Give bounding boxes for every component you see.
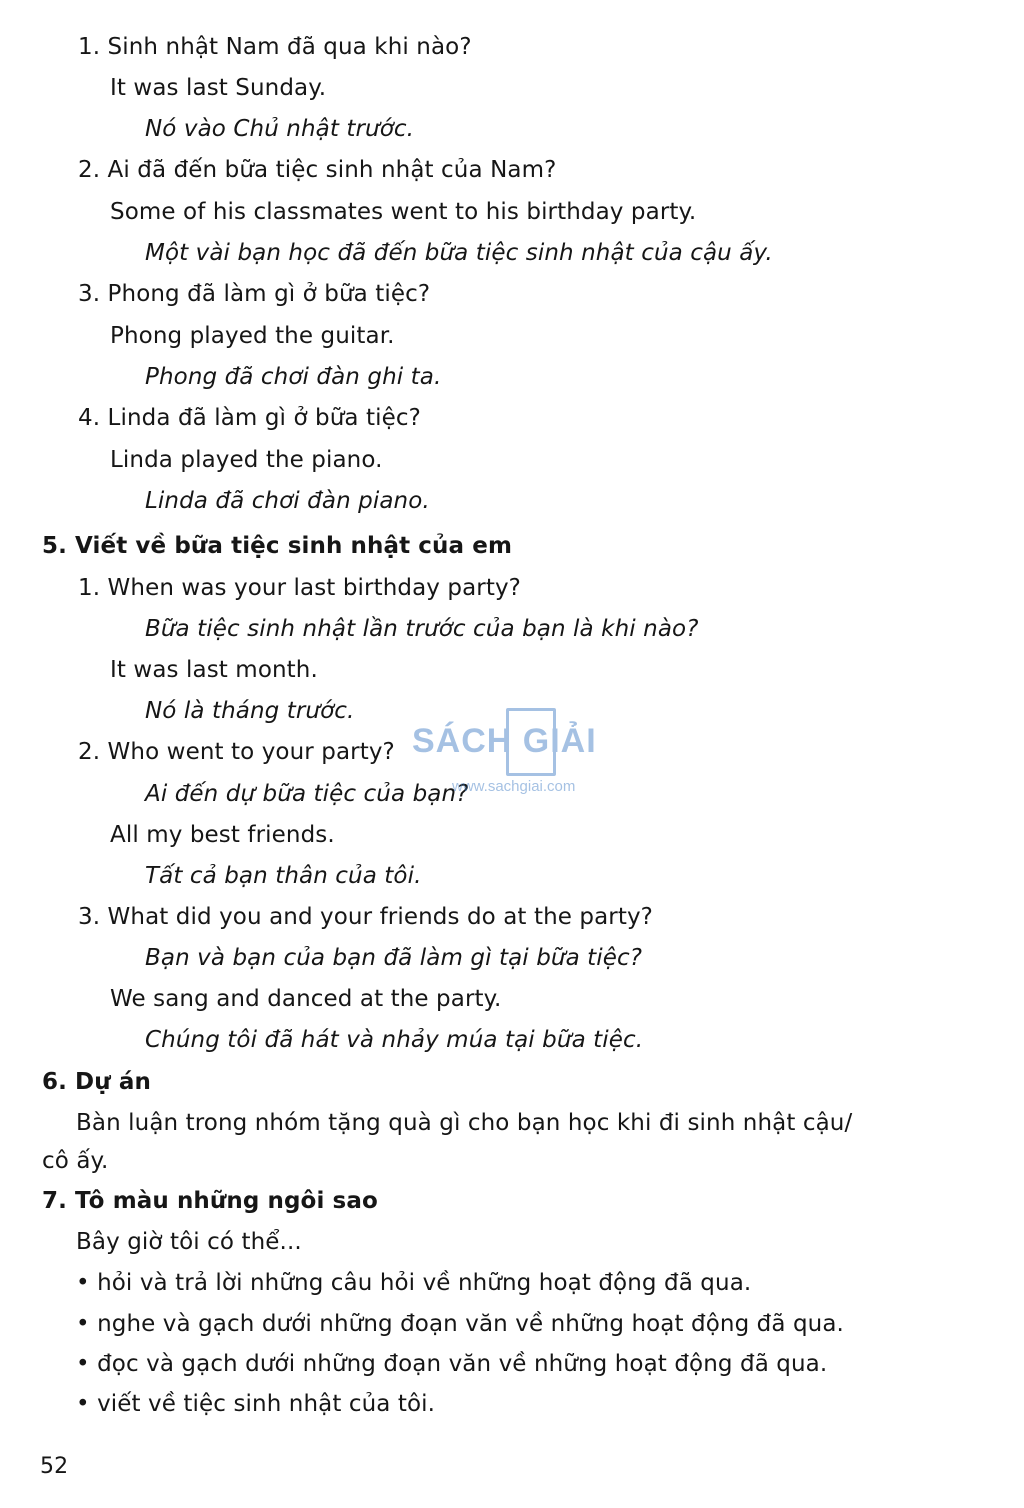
s5-at3: Chúng tôi đã hát và nhảy múa tại bữa tiệc. bbox=[145, 1027, 644, 1053]
s5-qt3: Bạn và bạn của bạn đã làm gì tại bữa tiệc? bbox=[145, 945, 643, 971]
s5-qt2: Ai đến dự bữa tiệc của bạn? bbox=[145, 781, 469, 807]
s7-bullet-1: • hỏi và trả lời những câu hỏi về những hoạt động đã qua. bbox=[76, 1270, 752, 1296]
s5-q1: 1. When was your last birthday party? bbox=[78, 575, 521, 601]
section7-heading: 7. Tô màu những ngôi sao bbox=[42, 1188, 378, 1214]
s5-a1: It was last month. bbox=[110, 657, 318, 683]
s6-line1: Bàn luận trong nhóm tặng quà gì cho bạn học khi đi sinh nhật cậu/ bbox=[76, 1110, 853, 1136]
s4-q2: 2. Ai đã đến bữa tiệc sinh nhật của Nam? bbox=[78, 157, 557, 183]
s4-a4: Linda played the piano. bbox=[110, 447, 383, 473]
s5-qt1: Bữa tiệc sinh nhật lần trước của bạn là khi nào? bbox=[145, 616, 699, 642]
s4-q4: 4. Linda đã làm gì ở bữa tiệc? bbox=[78, 405, 421, 431]
s4-a1: It was last Sunday. bbox=[110, 75, 327, 101]
s4-q3: 3. Phong đã làm gì ở bữa tiệc? bbox=[78, 281, 431, 307]
watermark-brand: SÁCH GIẢI bbox=[412, 722, 597, 760]
s5-a3: We sang and danced at the party. bbox=[110, 986, 502, 1012]
s7-bullet-4: • viết về tiệc sinh nhật của tôi. bbox=[76, 1391, 436, 1417]
page-number: 52 bbox=[40, 1454, 69, 1479]
s5-q2: 2. Who went to your party? bbox=[78, 739, 395, 765]
s5-q3: 3. What did you and your friends do at the party? bbox=[78, 904, 653, 930]
s7-bullet-3: • đọc và gạch dưới những đoạn văn về những hoạt động đã qua. bbox=[76, 1351, 828, 1377]
section5-heading: 5. Viết về bữa tiệc sinh nhật của em bbox=[42, 533, 513, 559]
s4-t1: Nó vào Chủ nhật trước. bbox=[145, 116, 415, 142]
s4-a3: Phong played the guitar. bbox=[110, 323, 395, 349]
s7-bullet-2: • nghe và gạch dưới những đoạn văn về những hoạt động đã qua. bbox=[76, 1311, 844, 1337]
watermark-url: www.sachgiai.com bbox=[452, 778, 576, 795]
s4-t2: Một vài bạn học đã đến bữa tiệc sinh nhật của cậu ấy. bbox=[145, 240, 773, 266]
s6-line2: cô ấy. bbox=[42, 1148, 109, 1174]
s5-at1: Nó là tháng trước. bbox=[145, 698, 355, 724]
section6-heading: 6. Dự án bbox=[42, 1069, 151, 1095]
s4-a2: Some of his classmates went to his birthday party. bbox=[110, 199, 697, 225]
watermark-logo bbox=[412, 708, 622, 798]
s5-a2: All my best friends. bbox=[110, 822, 335, 848]
s4-q1: 1. Sinh nhật Nam đã qua khi nào? bbox=[78, 34, 472, 60]
s4-t3: Phong đã chơi đàn ghi ta. bbox=[145, 364, 442, 390]
s5-at2: Tất cả bạn thân của tôi. bbox=[145, 863, 422, 889]
s4-t4: Linda đã chơi đàn piano. bbox=[145, 488, 430, 514]
s7-intro: Bây giờ tôi có thể... bbox=[76, 1229, 302, 1255]
